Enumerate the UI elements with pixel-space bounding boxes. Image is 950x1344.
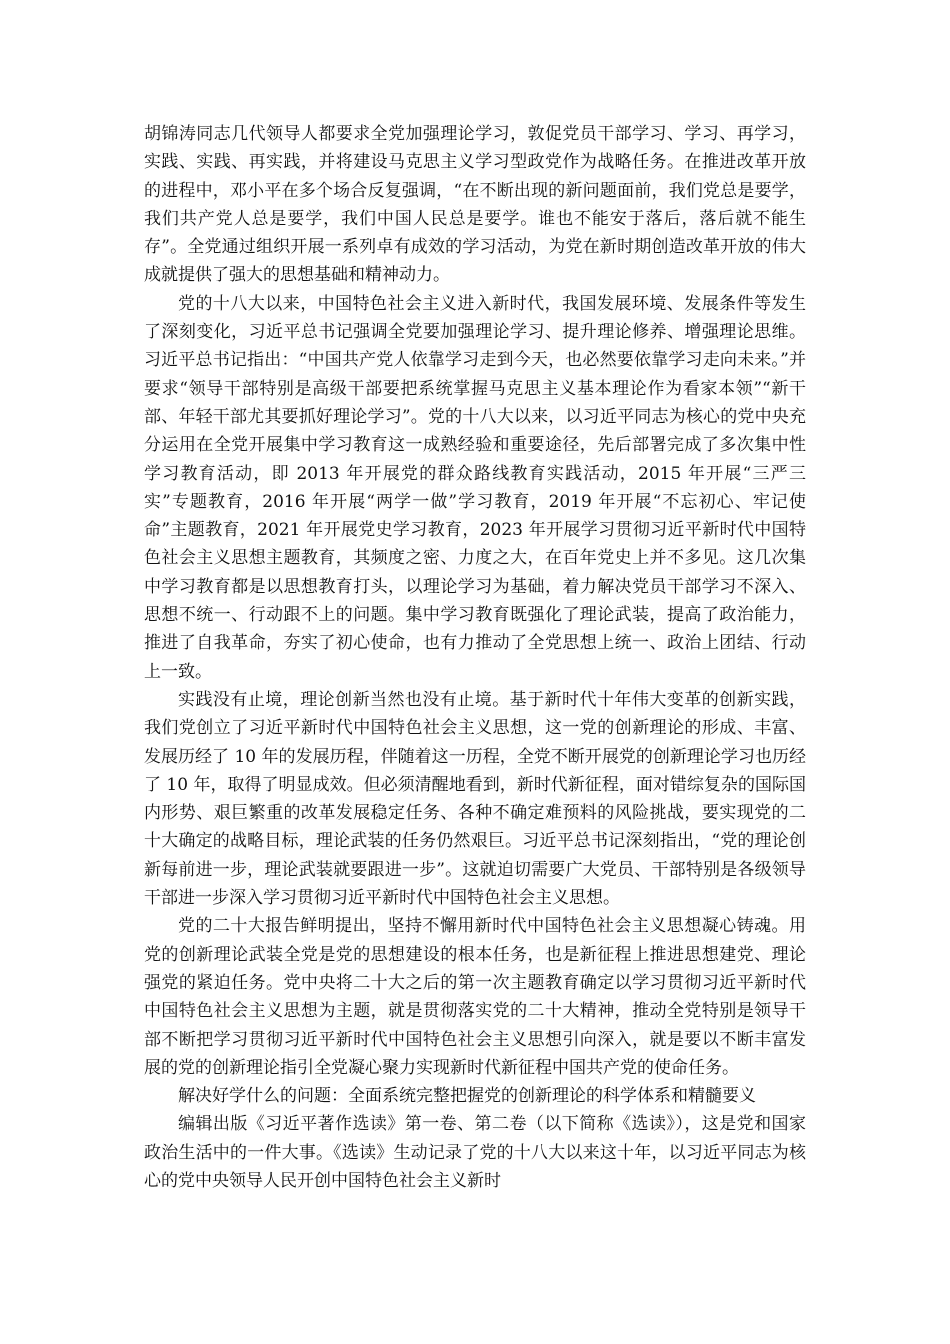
document-body [144,120,806,1195]
paragraph: 党的十八大以来，中国特色社会主义进入新时代，我国发展环境、发展条件等发生了深刻变化，习近平总书记强调全党要加强理论学习、提升理论修养、增强理论思维。习近平总书记指出：“中国共产党人依靠学习走到今天，也必然要依靠学习走向未来。”并要求“领导干部特别是高级干部要把系统掌握马克思主义基本理论作为看家本领”“新干部、年轻干部尤其要抓好理论学习”。党的十八大以来，以习近平同志为核心的党中央充分运用在全党开展集中学习教育这一成熟经验和重要途径，先后部署完成了多次集中性学习教育活动，即 2013 年开展党的群众路线教育实践活动，2015 年开展“三严三实”专题教育，2016 年开展“两学一做”学习教育，2019 年开展“不忘初心、牢记使命”主题教育，2021 年开展党史学习教育，2023 年开展学习贯彻习近平新时代中国特色社会主义思想主题教育，其频度之密、力度之大，在百年党史上并不多见。这几次集中学习教育都是以思想教育打头，以理论学习为基础，着力解决党员干部学习不深入、思想不统一、行动跟不上的问题。集中学习教育既强化了理论武装，提高了政治能力，推进了自我革命，夯实了初心使命，也有力推动了全党思想上统一、政治上团结、行动上一致。 [144,293,806,682]
paragraph-continuation: 胡锦涛同志几代领导人都要求全党加强理论学习，敦促党员干部学习、学习、再学习，实践、实践、再实践，并将建设马克思主义学习型政党作为战略任务。在推进改革开放的进程中，邓小平在多个场合反复强调，“在不断出现的新问题面前，我们党总是要学，我们共产党人总是要学，我们中国人民总是要学。谁也不能安于落后，落后就不能生存”。全党通过组织开展一系列卓有成效的学习活动，为党在新时期创造改革开放的伟大成就提供了强大的思想基础和精神动力。 [144,124,806,286]
section-heading: 解决好学什么的问题：全面系统完整把握党的创新理论的科学体系和精髓要义 [178,1086,756,1107]
paragraph: 实践没有止境，理论创新当然也没有止境。基于新时代十年伟大变革的创新实践，我们党创立了习近平新时代中国特色社会主义思想，这一党的创新理论的形成、丰富、发展历经了 10 年的发展历程，伴随着这一历程，全党不断开展党的创新理论学习也历经了 10 年，取得了明显成效。但必须清醒地看到，新时代新征程，面对错综复杂的国际国内形势、艰巨繁重的改革发展稳定任务、各种不确定难预料的风险挑战，要实现党的二十大确定的战略目标，理论武装的任务仍然艰巨。习近平总书记深刻指出，“党的理论创新每前进一步，理论武装就要跟进一步”。这就迫切需要广大党员、干部特别是各级领导干部进一步深入学习贯彻习近平新时代中国特色社会主义思想。 [144,689,806,909]
paragraph: 党的二十大报告鲜明提出，坚持不懈用新时代中国特色社会主义思想凝心铸魂。用党的创新理论武装全党是党的思想建设的根本任务，也是新征程上推进思想建党、理论强党的紧迫任务。党中央将二十大之后的第一次主题教育确定以学习贯彻习近平新时代中国特色社会主义思想为主题，就是贯彻落实党的二十大精神，推动全党特别是领导干部不断把学习贯彻习近平新时代中国特色社会主义思想引向深入，就是要以不断丰富发展的党的创新理论指引全党凝心聚力实现新时代新征程中国共产党的使命任务。 [144,916,806,1078]
paragraph: 编辑出版《习近平著作选读》第一卷、第二卷（以下简称《选读》），这是党和国家政治生活中的一件大事。《选读》生动记录了党的十八大以来这十年，以习近平同志为核心的党中央领导人民开创中国特色社会主义新时 [144,1114,806,1191]
